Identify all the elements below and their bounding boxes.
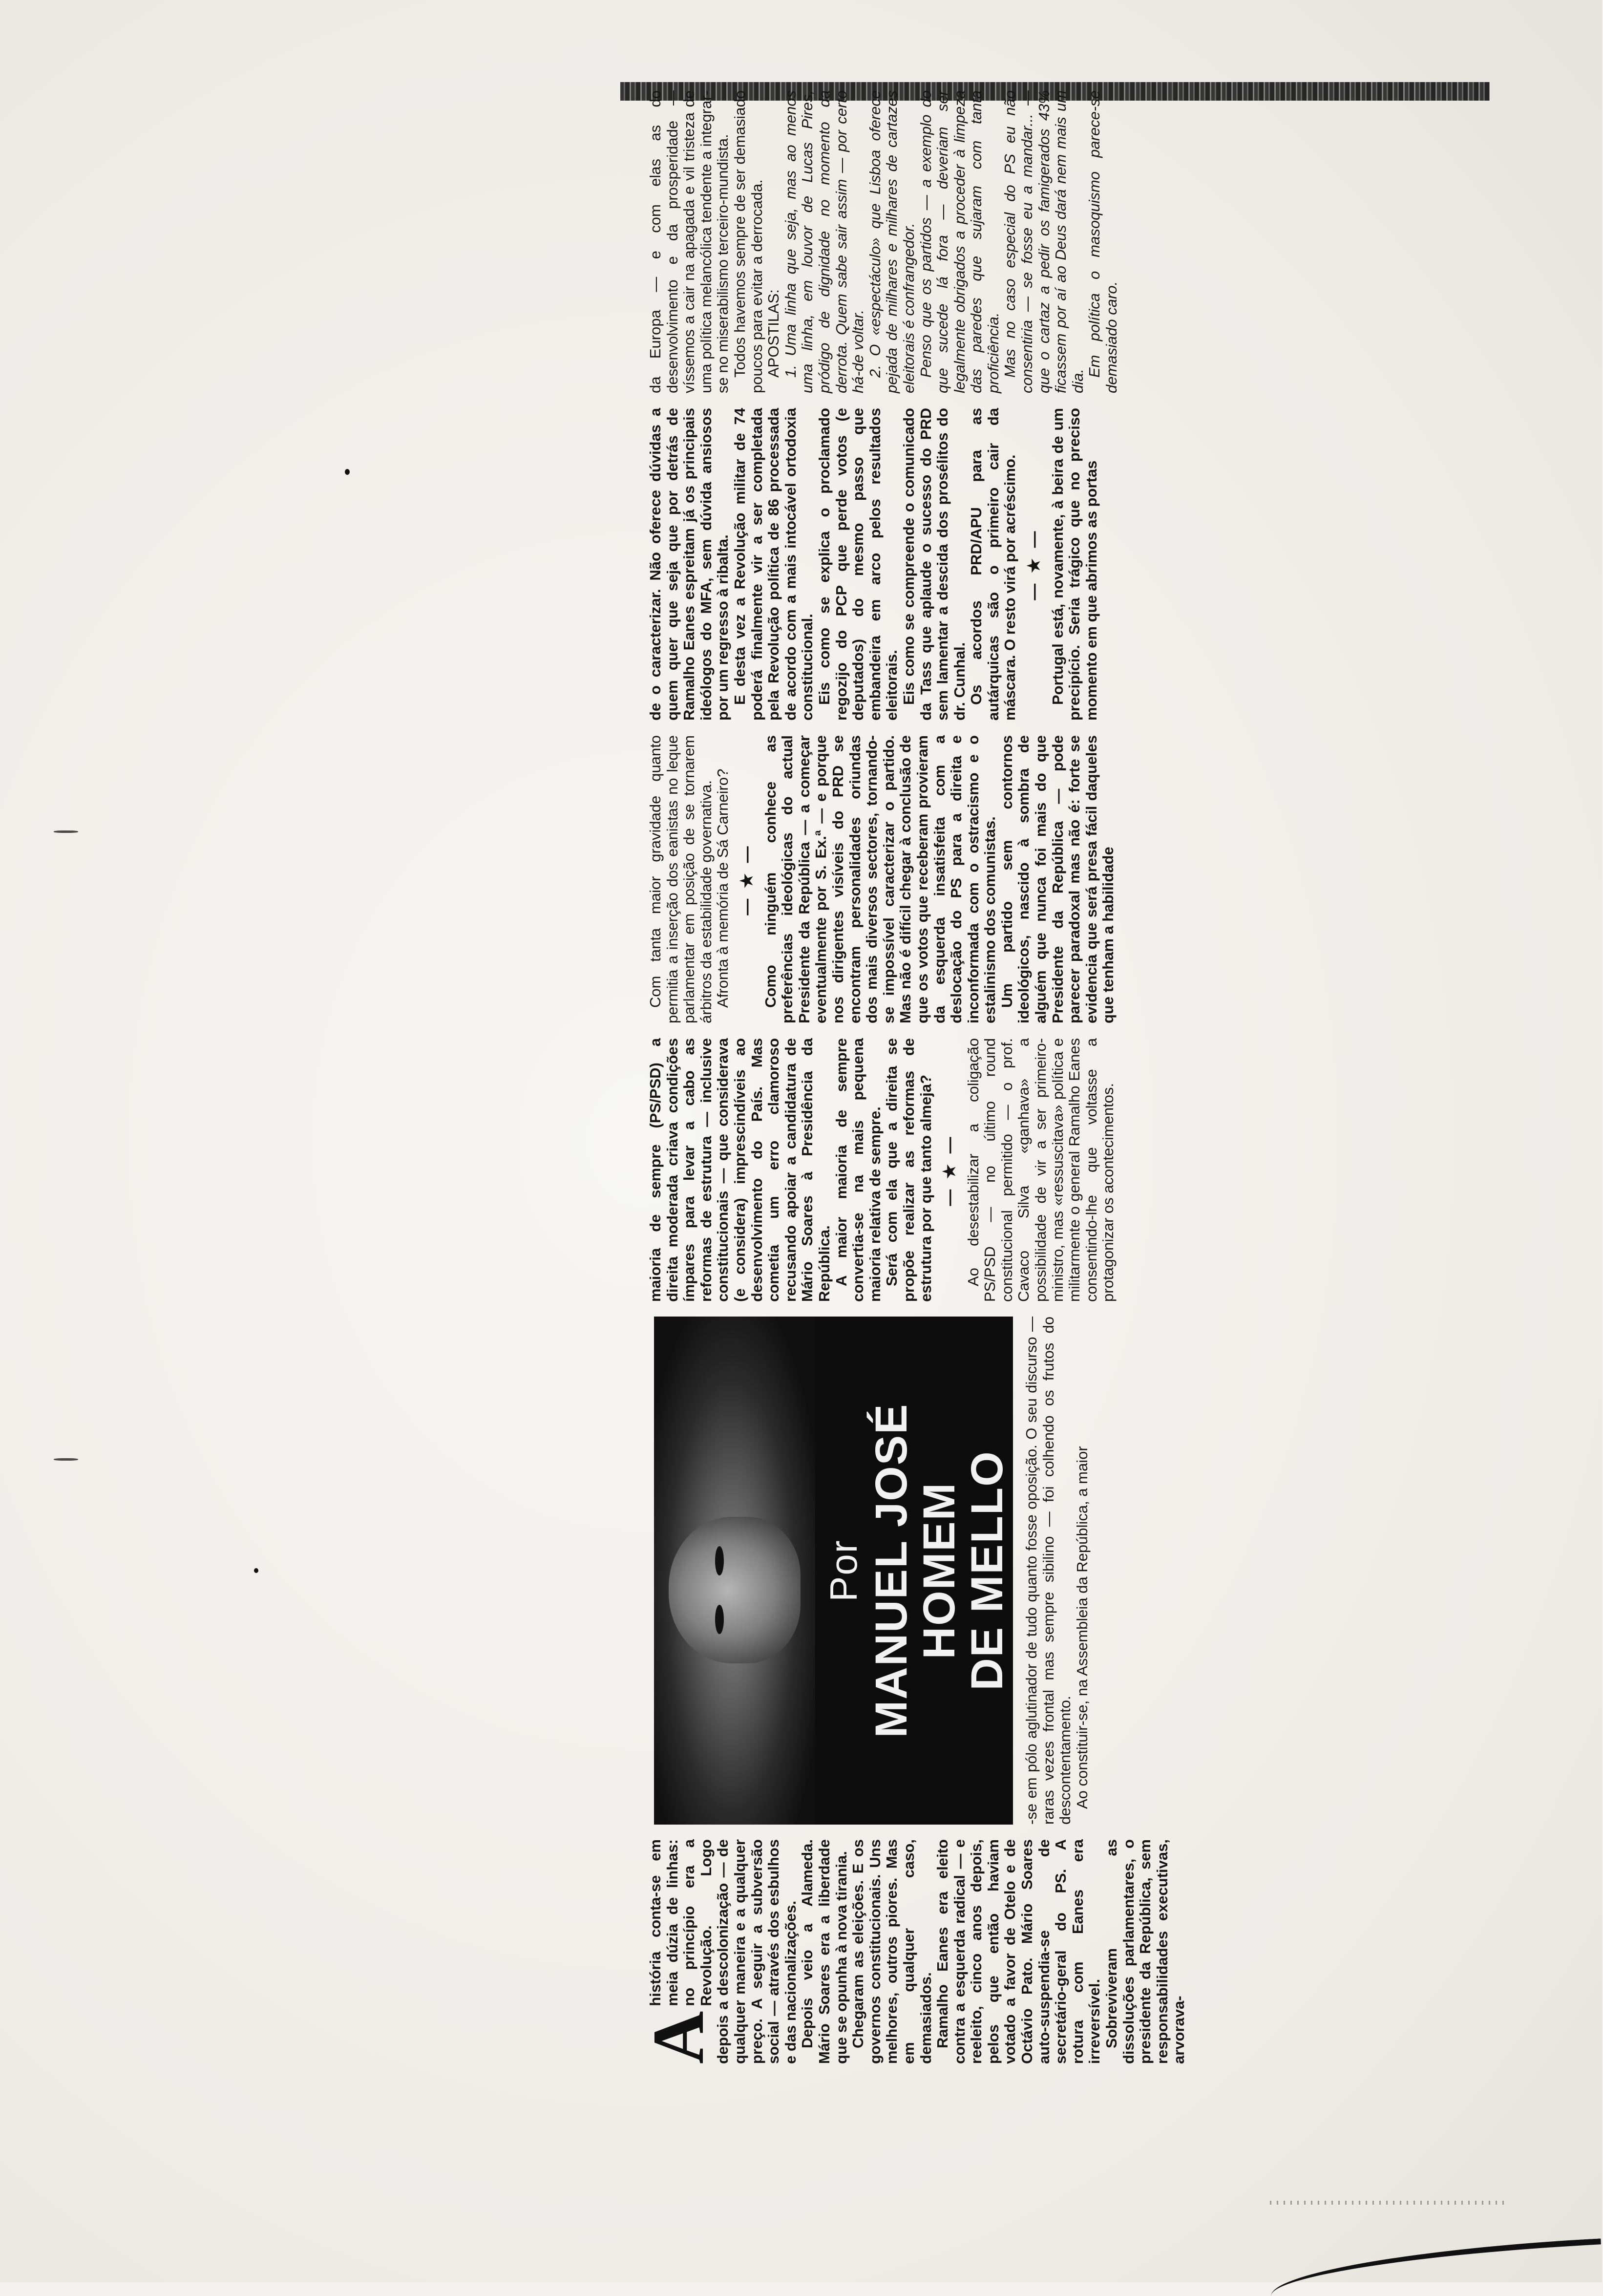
paragraph: Eis como se compreende o comunicado da Tass que aplaude o sucesso do PRD sem lamentar a descida dos prosélitos do dr. Cunhal.	[900, 408, 968, 721]
paragraph: de o caracterizar. Não oferece dúvidas a quem quer que seja que por detrás de Ramalho Eanes espreitam já os principais ideólogos do MFA, sem dúvida ansiosos por um regresso à ribalta.	[647, 408, 732, 721]
scan-speck	[254, 1568, 258, 1573]
paragraph: Todos havemos sempre de ser demasiado poucos para evitar a derrocada.	[731, 90, 765, 393]
apostila-item: 2. O «espectáculo» que Lisboa oferece pejada de milhares e milhares de cartazes eleitorais é confrangedor.	[866, 90, 917, 393]
scan-edge-mark	[1269, 2238, 1603, 2296]
scan-speck	[345, 469, 350, 475]
paragraph: Eis como se explica o proclamado regozijo do PCP que perde votos (e deputados) do mesmo passo que embandeira em arco pelos resultados eleitorais.	[815, 408, 901, 721]
byline-name-line: HOMEM	[914, 1482, 964, 1659]
section-separator: — ★ —	[940, 1134, 959, 1206]
article-column-4	[647, 735, 1117, 1023]
paragraph: Será com ela que a direita se propõe realizar as reformas de estrutura por que tanto almeja?	[883, 1038, 934, 1302]
section-separator: — ★ —	[737, 843, 756, 915]
article-column-3	[647, 1038, 1117, 1302]
apostilas-heading: APOSTILAS:	[765, 289, 782, 378]
author-name	[820, 1317, 1011, 1825]
paragraph: Os acordos PRD/APU para as autárquicas são o primeiro cair da máscara. O resto virá por acréscimo.	[968, 408, 1019, 721]
author-face	[669, 1517, 801, 1663]
paragraph: Ao desestabilizar a coligação PS/PSD — no último round constitucional permitido — o prof. Cavaco Silva «ganhava» a possibilidade de vir a ser primeiro-ministro, mas «ressuscitava» política e militarmente o general Ramalho Eanes consentindo-lhe que voltasse a protagonizar os acontecimentos.	[964, 1038, 1117, 1302]
article-column-2	[1023, 1317, 1131, 1825]
article-column-5	[647, 408, 1100, 721]
paragraph: da Europa — e com elas as do desenvolvimento e da prosperidade — víssemos a cair na apagada e vil tristeza de uma política melancólica tendente a integrar-se no miserabilismo terceiro-mundista.	[647, 90, 732, 393]
scan-noise	[1270, 2201, 1504, 2205]
paragraph: Ao constituir-se, na Assembleia da República, a maior	[1073, 1446, 1091, 1809]
paragraph: Depois veio a Alameda. Mário Soares era a liberdade que se opunha à nova tirania.	[799, 1839, 850, 2064]
paragraph: Ramalho Eanes era eleito contra a esquerda radical — e reeleito, cinco anos depois, pelos que então haviam votado a favor de Otelo e de Octávio Pato. Mário Soares auto-suspendia-se de secretário-geral do PS. A rotura com Eanes era irreversível.	[934, 1839, 1103, 2064]
newspaper-clipping	[638, 85, 1492, 2064]
paragraph: Afronta à memória de Sá Carneiro?	[714, 768, 732, 1008]
section-separator: — ★ —	[1025, 528, 1044, 600]
paragraph: Com tanta maior gravidade quanto permitia a inserção dos eanistas no leque parlamentar em posição de se tornarem árbitros da estabilidade governativa.	[647, 735, 715, 1023]
article-column-6	[647, 90, 1120, 393]
paragraph: -se em pólo aglutinador de tudo quanto fosse oposição. O seu discurso — raras vezes frontal mas sempre sibilino — foi colhendo os frutos do descontentamento.	[1023, 1317, 1074, 1825]
drop-cap: A	[638, 2011, 719, 2064]
author-byline-box	[654, 1317, 1013, 1825]
paragraph: E desta vez a Revolução militar de 74 poderá finalmente vir a ser completada pela Revolução política de 86 processada de acordo com a mais intocável ortodoxia constitucional.	[731, 408, 816, 721]
paragraph: maioria de sempre (PS/PSD) a direita moderada criava condições ímpares para levar a cabo as reformas de estrutura — inclusive constitucionais — que considerava (e considera) imprescindíveis ao desenvolvimento do País. Mas cometia um erro clamoroso recusando apoiar a candidatura de Mário Soares à Presidência da República.	[647, 1038, 833, 1302]
paragraph: história conta-se em meia dúzia de linhas: no princípio era a Revolução. Logo depois a descolonização — de qualquer maneira e a qualquer preço. A seguir a subversão social — através dos esbulhos e das nacionalizações.	[647, 1839, 799, 2064]
byline-prefix: Por	[822, 1539, 865, 1602]
scan-speck	[54, 830, 78, 833]
author-eye	[715, 1546, 724, 1575]
byline-name-line: MANUEL JOSÉ	[866, 1403, 916, 1738]
author-photo	[654, 1317, 815, 1825]
paragraph: Como ninguém conhece as preferências ideológicas do actual Presidente da República — a começar eventualmente por S. Ex.ª — e porque nos dirigentes visíveis do PRD se encontram personalidades oriundas dos mais diversos sectores, tornando-se impossível caracterizar o partido. Mas não é difícil chegar à conclusão de que os votos que receberam provieram da esquerda insatisfeita com a deslocação do PS para a direita e inconformada com o ostracismo e o estalinismo dos comunistas.	[761, 735, 999, 1023]
byline-name-line: DE MELLO	[962, 1450, 1012, 1691]
paragraph: A maior maioria de sempre convertia-se na mais pequena maioria relativa de sempre.	[832, 1038, 884, 1302]
author-eye	[715, 1605, 724, 1634]
apostila-item: Em política o masoquismo parece-se demasiado caro.	[1086, 90, 1120, 393]
scan-speck	[54, 1458, 78, 1461]
paragraph: Chegaram as eleições. E os governos constitucionais. Uns melhores, outros piores. Mas em qualquer caso, demasiados.	[849, 1839, 934, 2064]
apostila-item: Mas no caso especial do PS eu não consentiria — se fosse eu a mandar... — que o cartaz a pedir os famigerados 43% ficassem por aí ao Deus dará nem mais um dia.	[1001, 90, 1086, 393]
article-column-1	[638, 1839, 1188, 2064]
apostila-item: 1. Uma linha que seja, mas ao menos uma linha, em louvor de Lucas Pires, pródigo de dignidade no momento da derrota. Quem sabe sair assim — por certo há-de voltar.	[781, 90, 867, 393]
paragraph: Um partido sem contornos ideológicos, nascido à sombra de alguém que nunca foi mais do que Presidente da República — pode parecer paradoxal mas não é: forte se evidencia que será presa fácil daqueles que tenham a habilidade	[998, 735, 1117, 1023]
paragraph: Portugal está, novamente, à beira de um precipício. Seria trágico que no preciso momento em que abrimos as portas	[1049, 408, 1100, 721]
paragraph: Sobreviveram as dissoluções parlamentares, o presidente da República, sem responsabilidades executivas, arvorava-	[1103, 1839, 1188, 2064]
apostila-item: Penso que os partidos — a exemplo do que sucede lá fora — deveriam ser legalmente obrigados a proceder à limpeza das paredes que sujaram com tanta proficiência.	[917, 90, 1002, 393]
